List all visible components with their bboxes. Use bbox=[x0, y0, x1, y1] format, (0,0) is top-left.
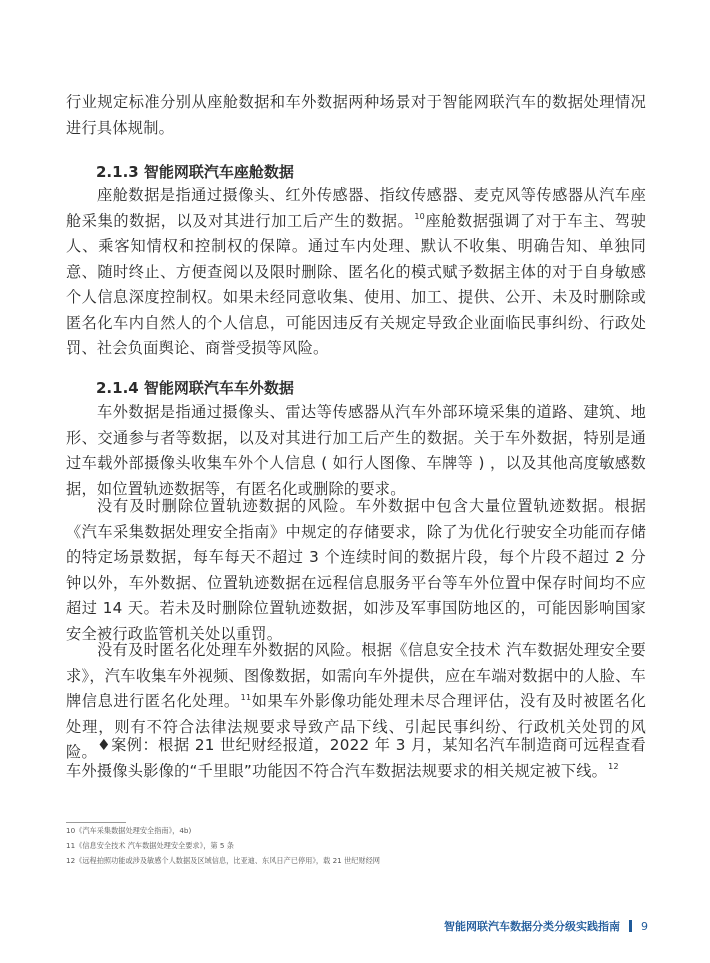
exterior-data-paragraph: 车外数据是指通过摄像头、雷达等传感器从汽车外部环境采集的道路、建筑、地形、交通参与者等数据，以及对其进行加工后产生的数据。关于车外数据，特别是通过车载外部摄像头收集车外个人信息 ( 如行人图像、车牌等 ) ，以及其他高度敏感数据，如位置轨迹数据等，有匿名化或删除的要求。 bbox=[66, 403, 646, 498]
footnote-ref-12: 12 bbox=[608, 762, 619, 772]
footnote-11: 11《信息安全技术 汽车数据处理安全要求》，第 5 条 bbox=[66, 841, 234, 850]
footnote-ref-10: 10 bbox=[414, 212, 425, 222]
case-paragraph bbox=[66, 733, 646, 784]
footer-title: 智能网联汽车数据分类分级实践指南 bbox=[444, 920, 620, 933]
section-heading-2-1-4: 2.1.4 智能网联汽车车外数据 bbox=[96, 379, 294, 397]
anon-text-a: 没有及时匿名化处理车外数据的风险。根据《信息安全技术 汽车数据处理安全要求》，汽车收集车外视频、图像数据，如需向车外提供，应在车端对数据中的人脸、车牌信息进行匿名化处理。 bbox=[66, 641, 646, 710]
footnote-10: 10《汽车采集数据处理安全指南》，4b) bbox=[66, 826, 192, 835]
cabin-text-b: 座舱数据强调了对于车主、驾驶人、乘客知情权和控制权的保障。通过车内处理、默认不收集、明确告知、单独同意、随时终止、方便查阅以及限时删除、匿名化的模式赋予数据主体的对于自身敏感个人信息深度控制权。如果未经同意收集、使用、加工、提供、公开、未及时删除或匿名化车内自然人的个人信息，可能因违反有关规定导致企业面临民事纠纷、行政处罚、社会负面舆论、商誉受损等风险。 bbox=[66, 211, 647, 357]
page-number: 9 bbox=[641, 919, 648, 933]
footnote-12: 12《远程拍照功能或涉及敏感个人数据及区域信息，比亚迪、东风日产已停用》，载 21 世纪财经网 bbox=[66, 856, 380, 865]
anon-text-b: 如果车外影像功能处理未尽合理评估，没有及时被匿名化处理，则有不符合法律法规要求导致产品下线、引起民事纠纷、行政机关处罚的风险。 bbox=[66, 692, 647, 761]
cabin-data-paragraph bbox=[66, 183, 646, 362]
location-risk-paragraph: 没有及时删除位置轨迹数据的风险。车外数据中包含大量位置轨迹数据。根据《汽车采集数据处理安全指南》中规定的存储要求，除了为优化行驶安全功能而存储的特定场景数据，每车每天不超过 3 个连续时间的数据片段，每个片段不超过 2 分钟以外，车外数据、位置轨迹数据在远程信息服务平台等车外位置中保存时间均不应超过 14 天。若未及时删除位置轨迹数据，如涉及军事国防地区的，可能因影响国家安全被行政监管机关处以重罚。 bbox=[66, 497, 646, 643]
page-footer bbox=[444, 918, 648, 934]
cabin-text-a: 座舱数据是指通过摄像头、红外传感器、指纹传感器、麦克风等传感器从汽车座舱采集的数据，以及对其进行加工后产生的数据。 bbox=[66, 186, 646, 230]
footer-separator bbox=[629, 920, 632, 932]
case-text: ♦案例：根据 21 世纪财经报道，2022 年 3 月，某知名汽车制造商可远程查看车外摄像头影像的“千里眼”功能因不符合汽车数据法规要求的相关规定被下线。 bbox=[66, 736, 646, 780]
section-heading-2-1-3: 2.1.3 智能网联汽车座舱数据 bbox=[96, 163, 294, 181]
intro-paragraph: 行业规定标准分别从座舱数据和车外数据两种场景对于智能网联汽车的数据处理情况进行具体规制。 bbox=[66, 93, 646, 137]
footnote-divider bbox=[66, 822, 126, 823]
footnote-ref-11: 11 bbox=[240, 692, 252, 702]
